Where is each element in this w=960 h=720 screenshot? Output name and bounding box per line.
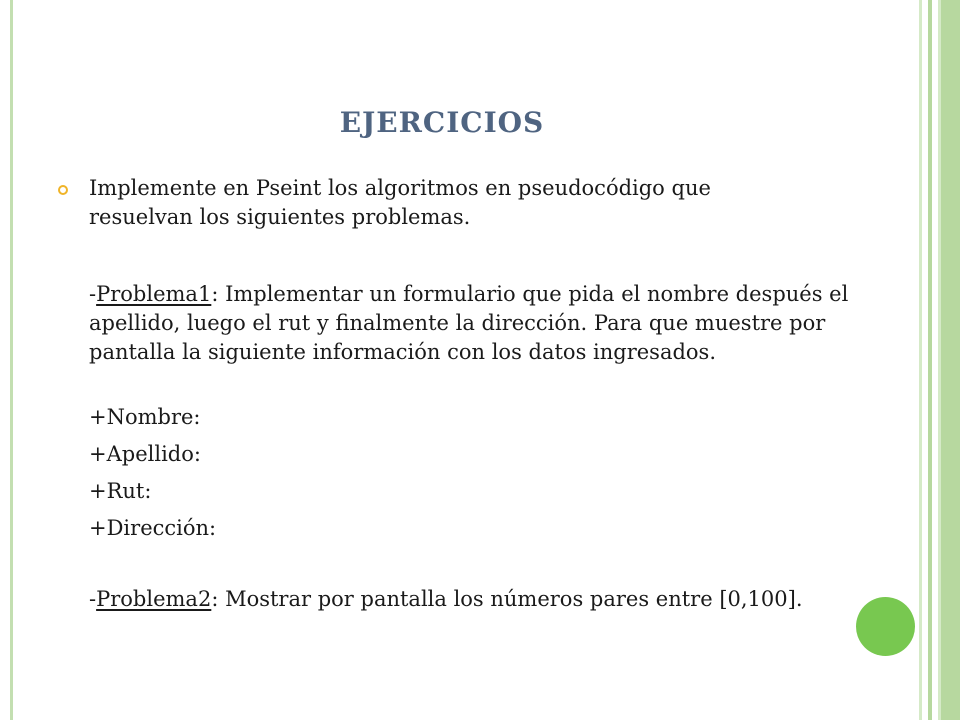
field-direccion: +Dirección:	[89, 516, 217, 540]
problem2-text: : Mostrar por pantalla los números pares entre [0,100].	[211, 587, 803, 611]
problem2-paragraph	[89, 585, 849, 614]
problem1-label: Problema1	[96, 282, 212, 306]
problem1-paragraph	[89, 280, 849, 367]
stripe-6	[941, 0, 960, 720]
bullet-text: Implemente en Pseint los algoritmos en pseudocódigo que resuelvan los siguientes problemas.	[89, 176, 711, 229]
problem1-prefix: -	[89, 282, 97, 306]
problem2-prefix: -	[89, 587, 97, 611]
field-apellido: +Apellido:	[89, 442, 201, 466]
slide-title: EJERCICIOS	[339, 106, 545, 139]
problem1-text: : Implementar un formulario que pida el nombre después el apellido, luego el rut y finalmente la dirección. Para que muestre por pantalla la siguiente información con los datos ingresados.	[89, 282, 849, 364]
ring-bullet-icon	[58, 185, 68, 195]
problem2-label: Problema2	[96, 587, 212, 611]
field-rut: +Rut:	[89, 479, 152, 503]
field-nombre: +Nombre:	[89, 405, 201, 429]
decorative-green-circle	[856, 597, 915, 656]
